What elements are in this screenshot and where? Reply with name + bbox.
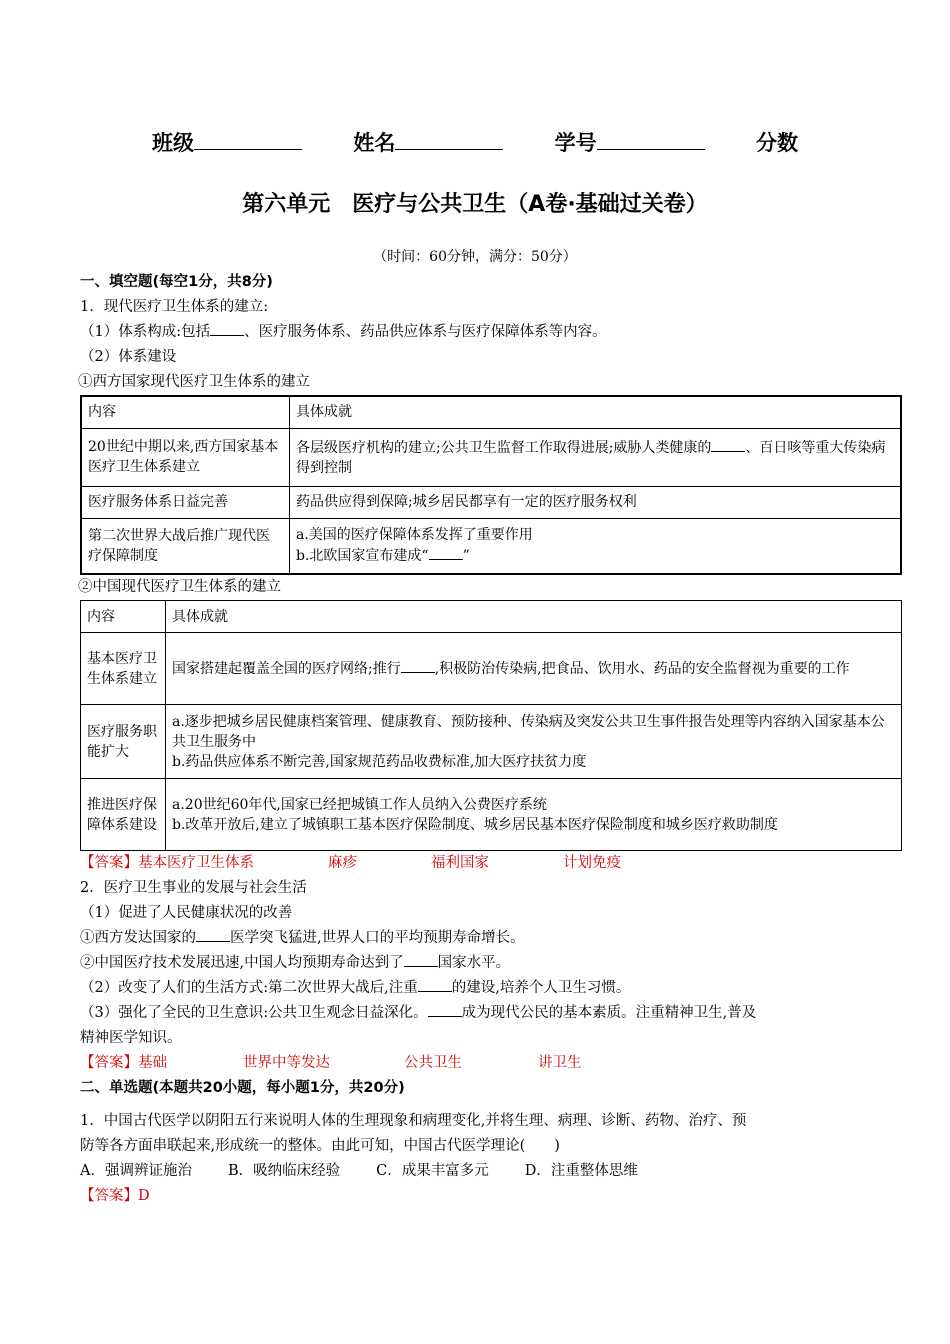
q1-part1-text-a: （1）体系构成:包括: [80, 324, 211, 340]
q2-title: 2．医疗卫生事业的发展与社会生活: [80, 880, 307, 896]
table-cell: [166, 633, 902, 705]
table-row: [81, 396, 901, 428]
fill-blank[interactable]: [401, 658, 435, 673]
cell-text: ,积极防治传染病,把食品、饮用水、药品的安全监督视为重要的工作: [434, 661, 850, 677]
table-cell: [290, 428, 902, 486]
mc-q1-line2: 防等各方面串联起来,形成统一的整体。由此可知，中国古代医学理论( ): [80, 1138, 560, 1154]
id-field: [555, 127, 705, 157]
student-info-line: [0, 127, 950, 157]
table-cell: [166, 779, 902, 851]
name-field: [353, 127, 503, 157]
choice-c[interactable]: C．成果丰富多元: [376, 1163, 489, 1179]
text-b: 成为现代公民的基本素质。注重精神卫生,普及: [461, 1005, 757, 1021]
fill-blank[interactable]: [210, 321, 244, 336]
cell-text: 国家搭建起覆盖全国的医疗网络;推行: [172, 661, 401, 677]
table-header-cell: 内容: [81, 396, 290, 428]
answer-item: 基本医疗卫生体系: [138, 855, 254, 871]
fill-blank[interactable]: [429, 545, 463, 560]
answer-line-2: [80, 1051, 902, 1076]
class-label: 班级: [152, 131, 195, 155]
table2-caption: ②中国现代医疗卫生体系的建立: [78, 579, 281, 595]
q1-part1-text-b: 、医疗服务体系、药品供应体系与医疗保障体系等内容。: [244, 324, 607, 340]
table-cell: [166, 705, 902, 779]
answer-label: 【答案】: [80, 855, 138, 871]
q2-part1: （1）促进了人民健康状况的改善: [80, 905, 293, 921]
q1-part1: [80, 320, 902, 345]
cell-text: a.逐步把城乡居民健康档案管理、健康教育、预防接种、传染病及突发公共卫生事件报告处理等内容纳入国家基本公共卫生服务中: [172, 713, 885, 750]
table1-caption: ①西方国家现代医疗卫生体系的建立: [78, 374, 310, 390]
cell-text: b.改革开放后,建立了城镇职工基本医疗保险制度、城乡居民基本医疗保险制度和城乡医疗救助制度: [172, 816, 778, 833]
mc-q1-line1: 1．中国古代医学以阴阳五行来说明人体的生理现象和病理变化,并将生理、病理、诊断、药物、治疗、预: [80, 1113, 747, 1129]
choice-a[interactable]: A．强调辨证施治: [80, 1163, 192, 1179]
table-header-cell: 具体成就: [290, 396, 902, 428]
table-header-cell: 内容: [81, 601, 166, 633]
text-b: 的建设,培养个人卫生习惯。: [451, 980, 631, 996]
page-title: 第六单元 医疗与公共卫生（A卷·基础过关卷）: [242, 192, 708, 217]
worksheet-content: [80, 270, 902, 1209]
table-row: [81, 633, 902, 705]
text-a: ②中国医疗技术发展迅速,中国人均预期寿命达到了: [80, 955, 404, 971]
cell-text: b.药品供应体系不断完善,国家规范药品收费标准,加大医疗扶贫力度: [172, 753, 587, 770]
id-label: 学号: [554, 131, 597, 155]
answer-item: 基础: [138, 1055, 167, 1071]
text-a: （3）强化了全民的卫生意识:公共卫生观念日益深化。: [80, 1005, 428, 1021]
cell-text-a: b.北欧国家宣布建成“: [296, 548, 429, 565]
q1-title: 1．现代医疗卫生体系的建立:: [80, 299, 269, 315]
table-cell: 医疗服务职能扩大: [81, 705, 166, 779]
table-cell: 第二次世界大战后推广现代医疗保障制度: [81, 518, 290, 574]
answer-item: 计划免疫: [563, 855, 621, 871]
table-cell: 医疗服务体系日益完善: [81, 486, 290, 518]
answer-item: 公共卫生: [404, 1055, 462, 1071]
answer-item: 讲卫生: [538, 1055, 582, 1071]
table-cell: 推进医疗保障体系建设: [81, 779, 166, 851]
table-header-cell: 具体成就: [166, 601, 902, 633]
cell-text: a.美国的医疗保障体系发挥了重要作用: [296, 527, 533, 544]
score-label: 分数: [755, 131, 798, 155]
class-blank[interactable]: [194, 131, 302, 150]
q2-part1a: [80, 926, 902, 951]
western-system-table: [80, 395, 902, 575]
choice-b[interactable]: B．吸纳临床经验: [227, 1163, 341, 1179]
table-row: [81, 518, 901, 574]
choice-d[interactable]: D．注重整体思维: [524, 1163, 638, 1179]
answer-item: 世界中等发达: [243, 1055, 330, 1071]
section2-heading: 二、单选题(本题共20小题，每小题1分，共20分): [80, 1080, 405, 1096]
cell-text-b: ”: [462, 548, 470, 565]
name-label: 姓名: [353, 131, 396, 155]
fill-blank[interactable]: [711, 437, 745, 452]
cell-text: 、百日咳等重大传染病得到控制: [296, 439, 886, 476]
name-blank[interactable]: [395, 131, 503, 150]
answer-line-1: [80, 851, 902, 876]
china-system-table: [80, 600, 902, 851]
section1-heading: 一、填空题(每空1分，共8分): [80, 274, 273, 290]
exam-time-info: （时间：60分钟，满分：50分）: [373, 249, 577, 265]
answer-label: 【答案】: [80, 1055, 138, 1071]
mc-q1-choices: [80, 1159, 902, 1184]
table-row: [81, 486, 901, 518]
table-row: [81, 428, 901, 486]
q2-part3: [80, 1001, 902, 1026]
table-row: [81, 601, 902, 633]
score-field: [756, 127, 798, 157]
fill-blank[interactable]: [418, 977, 452, 992]
text-a: ①西方发达国家的: [80, 930, 196, 946]
table-row: [81, 705, 902, 779]
cell-text: [296, 545, 894, 566]
text-b: 医学突飞猛进,世界人口的平均预期寿命增长。: [230, 930, 525, 946]
table-cell: 基本医疗卫生体系建立: [81, 633, 166, 705]
q1-part2: （2）体系建设: [80, 349, 177, 365]
table-cell: 药品供应得到保障;城乡居民都享有一定的医疗服务权利: [290, 486, 902, 518]
fill-blank[interactable]: [196, 927, 230, 942]
text-b: 国家水平。: [437, 955, 511, 971]
cell-text: 各层级医疗机构的建立;公共卫生监督工作取得进展;威胁人类健康的: [296, 439, 712, 456]
text-a: （2）改变了人们的生活方式:第二次世界大战后,注重: [80, 980, 418, 996]
q2-part2: [80, 976, 902, 1001]
answer-item: 麻疹: [328, 855, 357, 871]
table-row: [81, 779, 902, 851]
table-cell: [290, 518, 902, 574]
answer-item: 福利国家: [431, 855, 489, 871]
cell-text: a.20世纪60年代,国家已经把城镇工作人员纳入公费医疗系统: [172, 796, 547, 813]
q2-part1b: [80, 951, 902, 976]
class-field: [152, 127, 302, 157]
mc-q1-answer: 【答案】D: [80, 1188, 150, 1204]
fill-blank[interactable]: [404, 952, 438, 967]
id-blank[interactable]: [597, 131, 705, 150]
q2-part3-cont: 精神医学知识。: [80, 1030, 182, 1046]
fill-blank[interactable]: [428, 1002, 462, 1017]
table-cell: 20世纪中期以来,西方国家基本医疗卫生体系建立: [81, 428, 290, 486]
